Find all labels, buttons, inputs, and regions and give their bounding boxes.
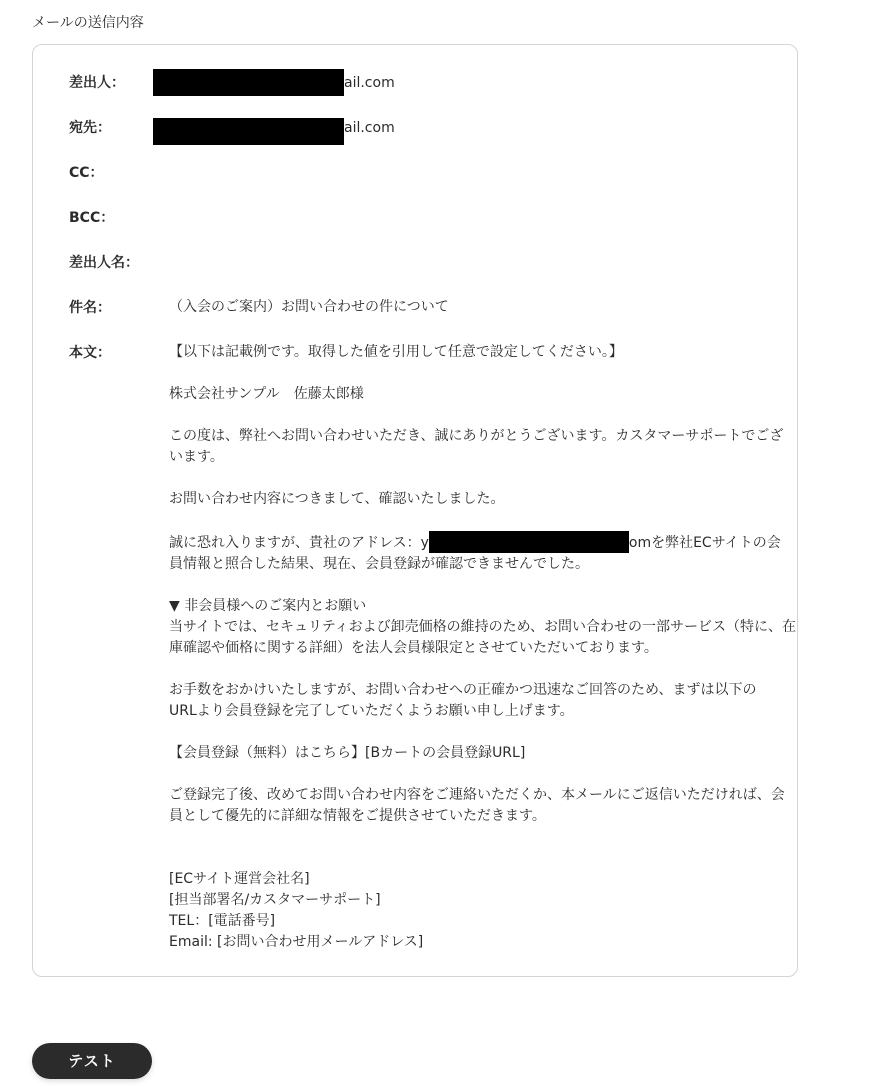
signature <box>169 869 765 953</box>
subject-label: 件名： <box>69 300 111 316</box>
body-confirm: お問い合わせ内容につきまして、確認いたしました。 <box>169 491 505 507</box>
to-label: 宛先： <box>69 120 111 136</box>
body-intro: 【以下は記載例です。取得した値を引用して任意で設定してください。】 <box>169 344 623 360</box>
redacted-customer-address <box>429 531 629 553</box>
body-request-line-1: お手数をおかけいたしますが、お問い合わせへの正確かつ迅速なご回答のため、まずは以下の <box>169 682 757 698</box>
body-notice-line-2: 庫確認や価格に関する詳細）を法人会員様限定とさせていただいております。 <box>169 640 658 656</box>
body-label: 本文： <box>69 345 111 361</box>
test-button[interactable]: テスト <box>32 1043 152 1079</box>
from-address-suffix: ail.com <box>344 75 395 91</box>
body-address-pre: 誠に恐れ入りますが、貴社のアドレス：y <box>169 535 429 551</box>
redacted-to-address <box>153 118 344 145</box>
section-title: メールの送信内容 <box>32 15 144 31</box>
signature-tel: TEL：[電話番号] <box>169 913 276 929</box>
body-thanks-line-1: この度は、弊社へお問い合わせいただき、誠にありがとうございます。カスタマーサポートでござ <box>169 428 784 444</box>
body-thanks-line-2: います。 <box>169 449 224 465</box>
sender-name-label: 差出人名： <box>69 255 139 271</box>
body-addressee: 株式会社サンプル 佐藤太郎様 <box>169 386 364 402</box>
body-after-line-1: ご登録完了後、改めてお問い合わせ内容をご連絡いただくか、本メールにご返信いただければ、会 <box>169 787 785 803</box>
body-address-post: omを弊社ECサイトの会 <box>628 535 781 551</box>
signature-email: Email: [お問い合わせ用メールアドレス] <box>169 934 424 950</box>
signature-department: [担当部署名/カスタマーサポート] <box>169 892 381 908</box>
body-after-line-2: 員として優先的に詳細な情報をご提供させていただきます。 <box>169 808 546 824</box>
body-address-line-2: 員情報と照合した結果、現在、会員登録が確認できませんでした。 <box>169 556 589 572</box>
body-address-line-1 <box>169 531 781 554</box>
email-body <box>169 342 797 953</box>
from-label: 差出人： <box>69 75 125 91</box>
body-notice-heading: ▼ 非会員様へのご案内とお願い <box>169 598 367 614</box>
redacted-from-address <box>153 69 344 96</box>
signature-company: [ECサイト運営会社名] <box>169 871 310 887</box>
body-notice-line-1: 当サイトでは、セキュリティおよび卸売価格の維持のため、お問い合わせの一部サービス（特に、在 <box>169 619 797 635</box>
cc-label: CC： <box>69 165 104 181</box>
bcc-label: BCC： <box>69 210 115 226</box>
to-address-suffix: ail.com <box>344 120 395 136</box>
body-request-line-2: URLより会員登録を完了していただくようお願い申し上げます。 <box>169 703 574 719</box>
subject-value: （入会のご案内）お問い合わせの件について <box>169 299 449 315</box>
body-register-link: 【会員登録（無料）はこちら】[Bカートの会員登録URL] <box>169 745 526 761</box>
